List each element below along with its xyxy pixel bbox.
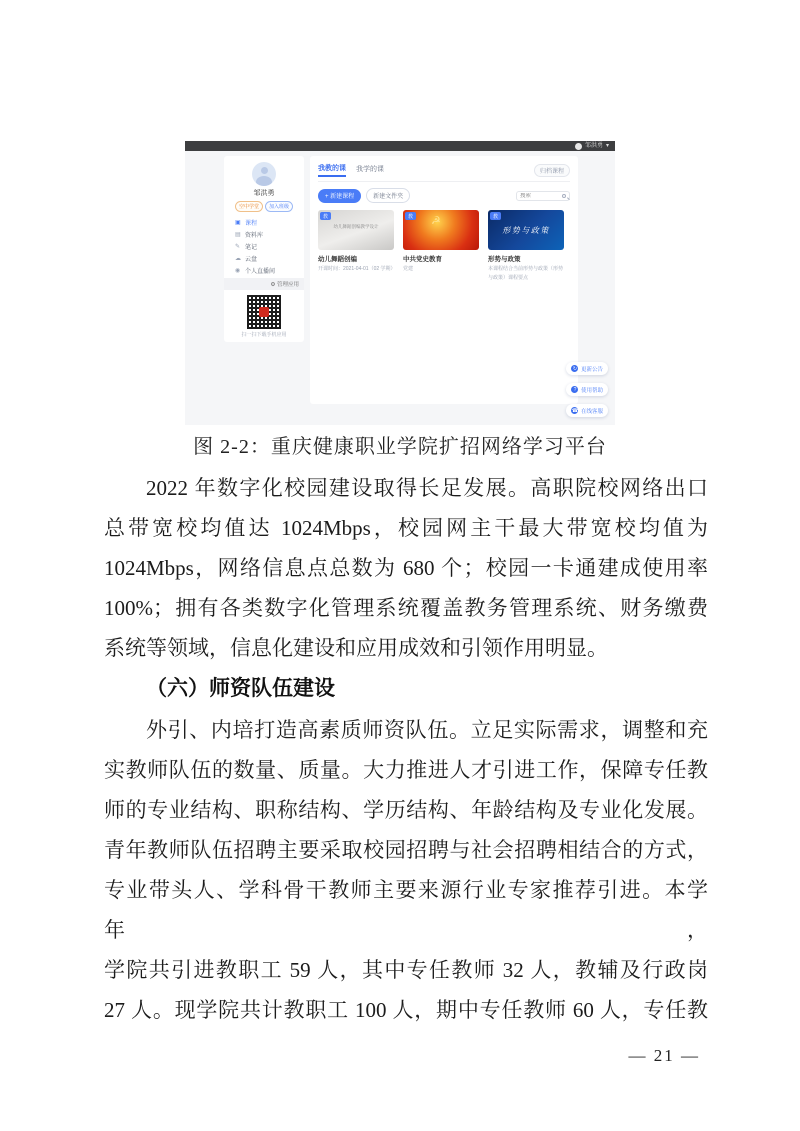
course-card[interactable] bbox=[403, 210, 479, 282]
sidebar-item-cloud-disk[interactable] bbox=[228, 252, 300, 264]
chevron-down-icon: ▾ bbox=[605, 143, 609, 149]
course-card[interactable] bbox=[488, 210, 564, 282]
sidebar-item-label: 资料库 bbox=[245, 232, 264, 239]
library-icon: ▤ bbox=[235, 231, 241, 238]
platform-sidebar bbox=[224, 156, 304, 342]
course-card[interactable] bbox=[318, 210, 394, 282]
course-panel bbox=[310, 156, 578, 404]
profile-avatar[interactable] bbox=[252, 162, 276, 186]
course-meta: 本课程结合当前形势与政策（形势与政策）课程要点 bbox=[488, 266, 564, 281]
document-body bbox=[104, 468, 708, 1030]
paragraph-line: 100%；拥有各类数字化管理系统覆盖教务管理系统、财务缴费 bbox=[104, 596, 708, 620]
floating-helper-buttons bbox=[566, 362, 608, 417]
help-button[interactable] bbox=[566, 383, 608, 396]
paragraph-line: 青年教师队伍招聘主要采取校园招聘与社会招聘相结合的方式， bbox=[104, 838, 708, 862]
paragraph-line: 外引、内培打造高素质师资队伍。立足实际需求，调整和充 bbox=[146, 718, 708, 742]
manage-apps-label: 管理应用 bbox=[276, 282, 299, 288]
course-cover-image bbox=[488, 210, 564, 250]
platform-topbar bbox=[185, 141, 615, 151]
new-folder-button[interactable]: 新建文件夹 bbox=[366, 188, 410, 203]
search-input[interactable] bbox=[520, 193, 560, 199]
question-icon: ? bbox=[571, 386, 578, 393]
paragraph-line: 1024Mbps，网络信息点总数为 680 个；校园一卡通建成使用率 bbox=[104, 556, 708, 580]
sidebar-item-label: 笔记 bbox=[245, 244, 258, 251]
classroom-button[interactable]: 空中学堂 bbox=[235, 201, 263, 212]
course-cover-image bbox=[403, 210, 479, 250]
sidebar-menu bbox=[228, 216, 300, 276]
paragraph-line: 27 人。现学院共计教职工 100 人，期中专任教师 60 人，专任教 bbox=[104, 998, 708, 1022]
update-announcement-button[interactable] bbox=[566, 362, 608, 375]
cover-text: 形势与政策 bbox=[502, 226, 550, 235]
sidebar-item-label: 课程 bbox=[245, 220, 258, 227]
course-meta: 开课时间：2021-04-01（02 学期） bbox=[318, 266, 396, 272]
course-search-box[interactable] bbox=[516, 191, 570, 201]
floating-button-label: 使用帮助 bbox=[580, 387, 603, 394]
online-service-button[interactable] bbox=[566, 404, 608, 417]
paragraph-line: 专业带头人、学科骨干教师主要来源行业专家推荐引进。本学年， bbox=[104, 878, 708, 942]
app-download-qr-code bbox=[247, 295, 281, 329]
notes-icon: ✎ bbox=[235, 243, 241, 250]
course-title: 中共党史教育 bbox=[403, 256, 442, 263]
sidebar-item-label: 云盘 bbox=[245, 256, 258, 263]
tab-my-learning-courses[interactable]: 我学的课 bbox=[356, 166, 384, 173]
user-avatar-icon bbox=[575, 143, 582, 150]
paragraph-line: 总带宽校均值达 1024Mbps，校园网主干最大带宽校均值为 bbox=[104, 516, 708, 540]
course-title: 幼儿舞蹈创编 bbox=[318, 256, 357, 263]
archived-courses-link[interactable]: 归档课程 bbox=[534, 164, 570, 177]
tab-my-teaching-courses[interactable]: 我教的课 bbox=[318, 163, 346, 177]
sidebar-item-live-room[interactable] bbox=[228, 264, 300, 276]
live-icon: ◉ bbox=[235, 267, 241, 274]
sidebar-item-library[interactable] bbox=[228, 228, 300, 240]
floating-button-label: 在线客服 bbox=[580, 408, 603, 415]
section-heading: （六）师资队伍建设 bbox=[146, 677, 335, 700]
cover-text: 幼儿舞蹈创编教学设计 bbox=[333, 224, 379, 229]
teaching-badge: 教 bbox=[320, 212, 331, 220]
teaching-badge: 教 bbox=[490, 212, 501, 220]
qr-logo bbox=[259, 307, 269, 317]
sidebar-item-notes[interactable] bbox=[228, 240, 300, 252]
join-class-button[interactable]: 加入班级 bbox=[265, 201, 293, 212]
paragraph-line: 师的专业结构、职称结构、学历结构、年龄结构及专业化发展。 bbox=[104, 798, 708, 822]
profile-name: 邹洪勇 bbox=[253, 190, 275, 197]
learning-platform-screenshot bbox=[185, 141, 615, 425]
figure-caption: 图 2-2：重庆健康职业学院扩招网络学习平台 bbox=[193, 436, 607, 458]
qr-caption: 扫一扫下载手机应用 bbox=[241, 332, 287, 338]
cloud-icon: ☁ bbox=[235, 255, 241, 262]
course-title: 形势与政策 bbox=[488, 256, 521, 263]
paragraph-line: 学院共引进教职工 59 人，其中专任教师 32 人，教辅及行政岗 bbox=[104, 958, 708, 982]
paragraph-line: 实教师队伍的数量、质量。大力推进人才引进工作，保障专任教 bbox=[104, 758, 708, 782]
manage-apps-link[interactable] bbox=[224, 278, 304, 290]
paragraph-line: 系统等领域，信息化建设和应用成效和引领作用明显。 bbox=[104, 636, 608, 660]
announcement-icon: ↻ bbox=[572, 365, 578, 372]
headset-icon: ☎ bbox=[571, 407, 579, 414]
sidebar-item-courses[interactable] bbox=[228, 216, 300, 228]
page-number: — 21 — bbox=[628, 1046, 700, 1065]
party-emblem-icon: ☭ bbox=[431, 215, 441, 227]
topbar-user-menu[interactable]: 邹洪勇 bbox=[584, 143, 603, 149]
floating-button-label: 更新公告 bbox=[580, 366, 603, 373]
teaching-badge: 教 bbox=[405, 212, 416, 220]
search-icon bbox=[562, 194, 566, 198]
paragraph-line: 2022 年数字化校园建设取得长足发展。高职院校网络出口 bbox=[146, 476, 708, 500]
course-meta: 党建 bbox=[403, 266, 414, 272]
sidebar-item-label: 个人直播间 bbox=[245, 268, 276, 275]
course-icon: ▣ bbox=[235, 219, 241, 226]
gear-icon: ⚙ bbox=[270, 282, 277, 288]
new-course-button[interactable]: + 新建课程 bbox=[318, 189, 361, 203]
course-cover-image bbox=[318, 210, 394, 250]
